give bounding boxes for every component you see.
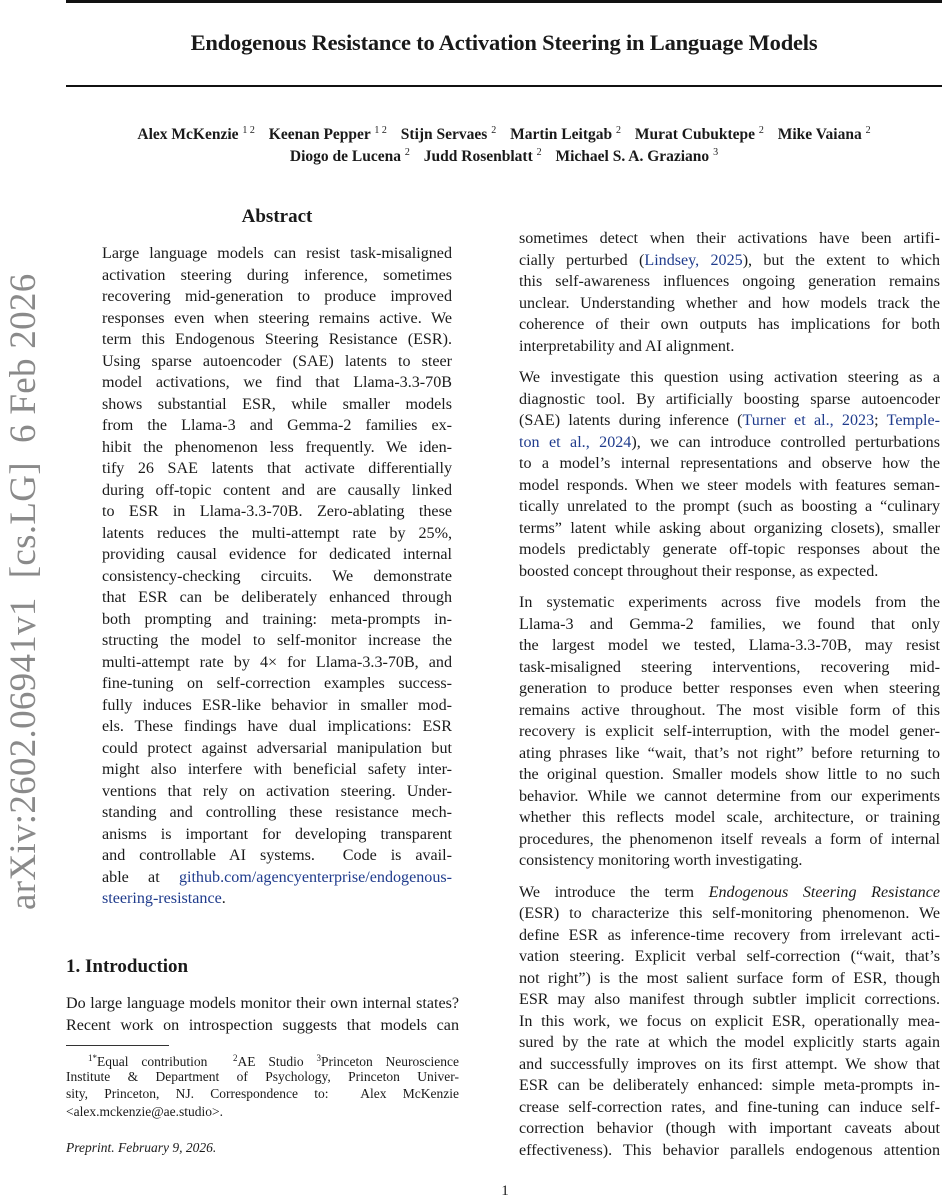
page-number: 1 [501,1183,509,1199]
abstract-line: Large language models can resist task-misaligned [102,245,452,262]
introduction-body [66,993,459,1036]
author-list-row-1 [66,125,942,144]
abstract-line: activation steering during inference, sometimes [102,266,452,284]
abstract-heading: Abstract [241,206,313,227]
author: Mike Vaiana $^2$ [777,125,871,143]
body-line: behavior. While we cannot determine from our experiments [519,787,940,805]
footnote-line: Institute & Department of Psychology, Princeton Univer- [66,1068,459,1084]
body-line: sometimes detect when their activations have been artifi- [519,230,940,247]
defined-term: Endogenous Steering Resistance [708,883,940,901]
author: Murat Cubuktepe $^2$ [634,125,764,143]
body-line: ating phrases like “wait, that’s not right” before returning to [519,744,940,762]
body-line: models predictably generate off-topic responses about the [519,541,940,558]
abstract-line: consistency-checking circuits. We demonstrate [102,567,452,585]
abstract-line: hibit the phenomenon less frequently. We iden- [102,438,452,456]
body-line: the largest model we tested, Llama-3.3-70B, may resist [519,637,940,654]
body-line: whether this reflects model scale, architecture, or training [519,809,940,826]
abstract-line: fine-tuning on self-correction examples success- [102,675,452,692]
body-line: procedures, the phenomenon itself reveals a form of internal [519,830,940,848]
paper-title: Endogenous Resistance to Activation Steering in Language Models [190,30,818,55]
body-line: recovery is explicit self-interruption, with the model gener- [519,723,940,740]
abstract-line: structing the model to self-monitor increase the [102,632,452,649]
author-list-row-2 [66,147,942,166]
abstract-line: during off-topic content and are causally linked [102,481,452,499]
abstract-line: shows substantial ESR, while smaller models [102,395,452,413]
abstract-line: latents reduces the multi-attempt rate by 25%, [102,524,452,542]
body-line: diagnostic tool. By artificially boosting sparse autoencoder [519,390,940,408]
citation-lindsey-2025[interactable]: Lindsey, 2025 [644,251,743,269]
footnote-rule [66,1045,169,1046]
abstract-line: that ESR can be deliberately enhanced through [102,589,452,606]
abstract-body [102,243,452,910]
author: Keenan Pepper $^{1 2}$ [268,125,387,143]
abstract-line: might also interfere with beneficial safety inter- [102,761,452,778]
abstract-line: multi-attempt rate by 4× for Llama-3.3-70B, and [102,653,452,671]
code-repo-link[interactable]: github.com/agencyenterprise/endogenous- [178,868,452,886]
abstract-line: model activations, we find that Llama-3.3-70B [102,374,452,391]
abstract-line: els. These findings have dual implications: ESR [102,718,452,735]
body-line: ESR may also manifest through subtler implicit corrections. [519,991,940,1008]
citation-templeton-2024[interactable]: Temple- [886,412,940,429]
body-line: not right”) is the most salient surface form of ESR, though [519,969,940,987]
body-line: the original question. Smaller models show little to no such [519,766,940,783]
body-line: effectiveness). This behavior parallels endogenous attention [519,1141,940,1159]
abstract-line: standing and controlling these resistance mech- [102,804,452,821]
citation-templeton-2024-continued[interactable]: ton et al., 2024 [519,433,632,451]
body-line: We introduce the term Endogenous Steering Resistance [519,883,940,901]
body-line: coherence of their own outputs has implications for both [519,316,940,333]
body-line: (ESR) to characterize this self-monitoring phenomenon. We [519,905,940,922]
code-repo-link-continued[interactable]: steering-resistance [102,890,222,907]
body-line: crease self-correction rates, and fine-tuning can induce self- [519,1098,940,1116]
author: Diogo de Lucena $^2$ [289,147,410,165]
body-line: vation steering. Explicit verbal self-correction (“wait, that’s [519,948,940,965]
section-heading-introduction: 1. Introduction [66,956,189,977]
abstract-line: recovering mid-generation to produce improved [102,288,452,305]
abstract-line: could protect against adversarial manipulation but [102,739,452,757]
abstract-line: fully induces ESR-like behavior in smaller mod- [102,696,452,714]
body-line: define ESR as inference-time recovery from irrelevant acti- [519,926,940,944]
intro-line: Do large language models monitor their own internal states? [66,995,459,1012]
body-line: ton et al., 2024), we can introduce controlled perturbations [519,433,940,451]
body-line: sured by the rate at which the model explicitly starts again [519,1034,940,1051]
body-line: interpretability and AI alignment. [519,337,735,355]
affiliations-footnote [66,1050,459,1120]
abstract-line: from the Llama-3 and Gemma-2 families ex- [102,417,452,434]
body-line: We investigate this question using activation steering as a [519,369,940,386]
body-line: this self-awareness influences ongoing generation remains [519,273,940,290]
author: Stijn Servaes $^2$ [400,125,497,143]
body-line: (SAE) latents during inference (Turner et al., 2023; Temple- [519,412,940,429]
footnote-email: <alex.mckenzie@ae.studio>. [66,1103,223,1119]
body-line: and successfully improves on its first attempt. We show that [519,1055,940,1073]
body-line: In systematic experiments across five models from the [519,594,940,611]
body-line: remains active throughout. The most visible form of this [519,701,940,719]
body-line: terms” latent while asking about organizing closets), smaller [519,519,940,537]
abstract-line: Using sparse autoencoder (SAE) latents to steer [102,352,452,370]
abstract-line: to ESR in Llama-3.3-70B. Zero-ablating these [102,503,452,520]
abstract-line: responses even when steering remains active. We [102,309,452,327]
body-line: model responds. When we steer models with features seman- [519,476,940,494]
body-line: ESR can be deliberately enhanced: simple meta-prompts in- [519,1077,940,1094]
footnote-line: $^{1*}$Equal contribution $^2$AE Studio $^3$Princeton Neuroscience [88,1053,459,1069]
body-line: boosted concept throughout their response, as expected. [519,562,879,580]
abstract-line: steering-resistance. [102,890,226,907]
body-line: Llama-3 and Gemma-2 families, we found that only [519,615,940,633]
title-rule-top [66,0,942,3]
footnote-line: sity, Princeton, NJ. Correspondence to: Alex McKenzie [66,1086,459,1101]
right-column [519,228,940,1161]
body-line: correction behavior (though with important caveats about [519,1120,940,1137]
abstract-line: ventions that rely on activation steering. Under- [102,782,452,800]
body-line: task-misaligned steering interventions, recovering mid- [519,658,940,676]
abstract-line: and controllable AI systems. Code is avail- [102,847,452,864]
abstract-line: able at github.com/agencyenterprise/endogenous- [102,868,452,886]
intro-line: Recent work on introspection suggests that models can [66,1016,459,1034]
arxiv-stamp: arXiv:2602.06941v1 [cs.LG] 6 Feb 2026 [3,273,44,910]
abstract-line: anisms is important for developing transparent [102,825,452,843]
body-line: to a model’s internal representations and observe how the [519,455,940,472]
abstract-line: providing causal evidence for dedicated internal [102,546,452,563]
author: Alex McKenzie $^{1 2}$ [137,125,255,143]
abstract-line: both prompting and training: meta-prompts in- [102,610,452,628]
body-line: In this work, we focus on explicit ESR, operationally mea- [519,1012,940,1030]
author: Judd Rosenblatt $^2$ [423,147,542,165]
body-line: unclear. Understanding whether and how models track the [519,294,940,312]
author: Michael S. A. Graziano $^3$ [555,147,719,165]
title-rule-bottom [66,85,942,87]
body-line: consistency monitoring worth investigating. [519,852,803,869]
body-line: generation to produce better responses even when steering [519,680,940,697]
preprint-note: Preprint. February 9, 2026. [66,1140,217,1155]
body-line: tically unrelated to the prompt (such as boosting a “culinary [519,498,940,515]
abstract-line: term this Endogenous Steering Resistance (ESR). [102,331,452,348]
author: Martin Leitgab $^2$ [510,125,621,143]
body-line: cially perturbed (Lindsey, 2025), but the extent to which [519,251,940,269]
abstract-line: tify 26 SAE latents that activate differentially [102,460,452,477]
citation-turner-2023[interactable]: Turner et al., 2023 [742,412,875,429]
